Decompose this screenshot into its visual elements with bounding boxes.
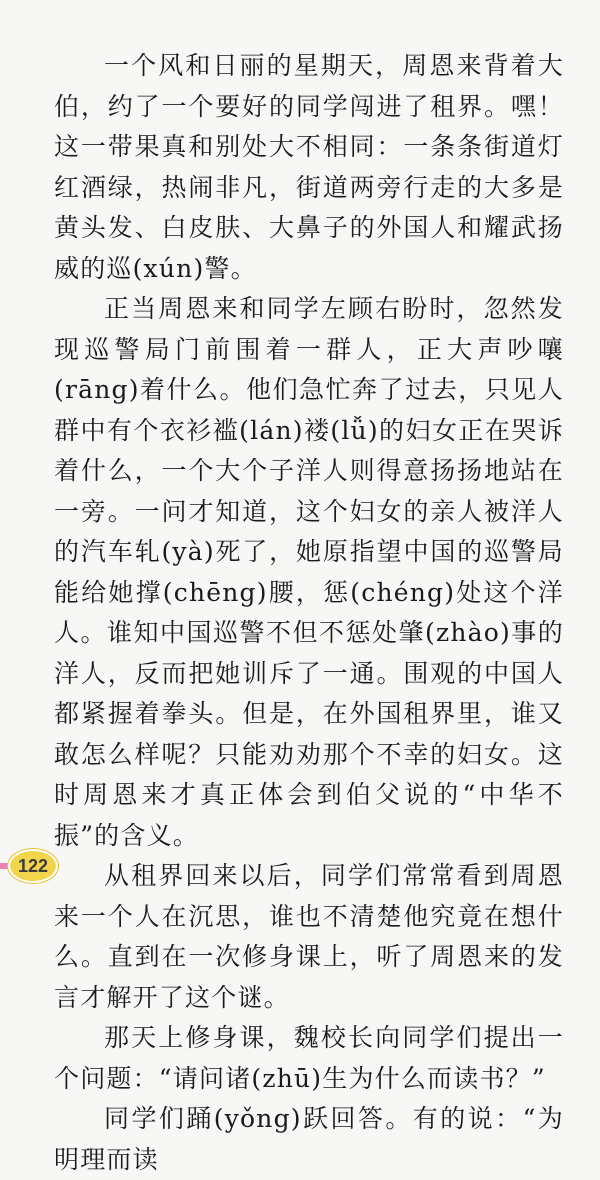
- paragraph-3: 从租界回来以后，同学们常常看到周恩来一个人在沉思，谁也不清楚他究竟在想什么。直到在一次修身课上，听了周恩来的发言才解开了这个谜。: [54, 861, 564, 1012]
- page-number-badge: 122: [8, 849, 58, 883]
- paragraph-5: 同学们踊(yǒng)跃回答。有的说：“为明理而读: [54, 1104, 564, 1174]
- paragraph-1: 一个风和日丽的星期天，周恩来背着大伯，约了一个要好的同学闯进了租界。嘿！这一带果真和别处大不相同：一条条街道灯红酒绿，热闹非凡，街道两旁行走的大多是黄头发、白皮肤、大鼻子的外国人和耀武扬威的巡(xún)警。: [54, 51, 564, 283]
- body-text: [54, 46, 564, 1180]
- paragraph-4: 那天上修身课，魏校长向同学们提出一个问题：“请问诸(zhū)生为什么而读书？”: [54, 1023, 564, 1093]
- paragraph-2: 正当周恩来和同学左顾右盼时，忽然发现巡警局门前围着一群人，正大声吵嚷(rāng)着什么。他们急忙奔了过去，只见人群中有个衣衫褴(lán)褛(lǚ)的妇女正在哭诉着什么，一个大个子洋人则得意扬扬地站在一旁。一问才知道，这个妇女的亲人被洋人的汽车轧(yà)死了，她原指望中国的巡警局能给她撑(chēng)腰，惩(chéng)处这个洋人。谁知中国巡警不但不惩处肇(zhào)事的洋人，反而把她训斥了一通。围观的中国人都紧握着拳头。但是，在外国租界里，谁又敢怎么样呢？只能劝劝那个不幸的妇女。这时周恩来才真正体会到伯父说的“中华不振”的含义。: [54, 294, 564, 850]
